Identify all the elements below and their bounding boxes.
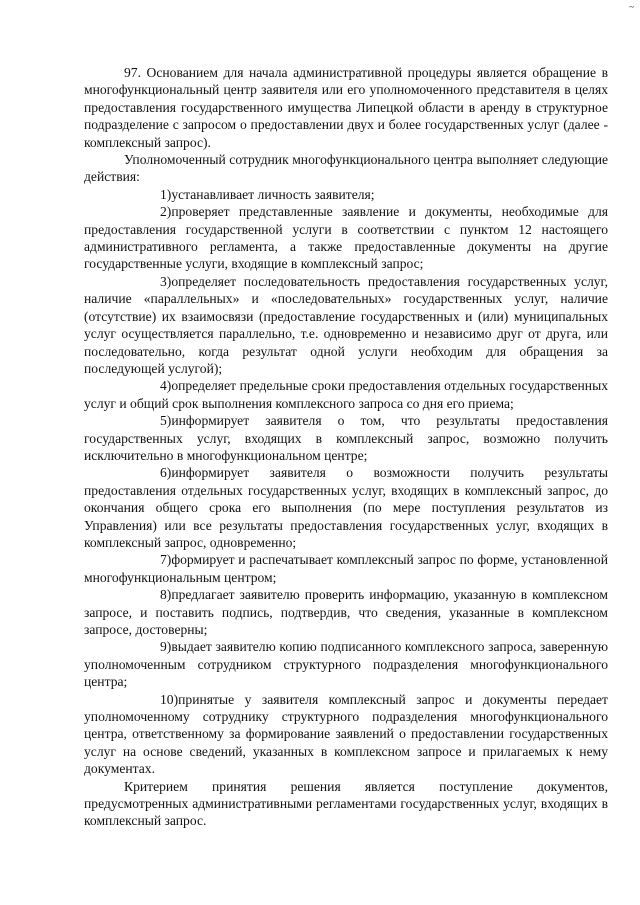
list-item-number: 4)	[160, 378, 172, 394]
list-item-number: 9)	[160, 639, 172, 655]
list-item-text: определяет последовательность предоставления государственных услуг, наличие «параллельных» и «последовательных» государственных услуг, наличие (отсутствие) их взаимосвязи (предоставление государственных и (или) муниципальных услуг осуществляется параллельно, т.е. одновременно и независимо друг от друга, или последовательно, когда результат одной услуги необходим для обращения за последующей услугой);	[84, 273, 608, 376]
list-item-text: предлагает заявителю проверить информацию, указанную в комплексном запросе, и поставить подпись, подтвердив, что сведения, указанные в комплексном запросе, достоверны;	[84, 587, 608, 637]
list-item-text: выдает заявителю копию подписанного комплексного запроса, заверенную уполномоченным сотрудником структурного подразделения многофункционального центра;	[84, 639, 608, 690]
list-item-2	[84, 203, 608, 273]
list-item-4	[84, 377, 608, 412]
list-item-7	[84, 551, 608, 586]
list-item-text: формирует и распечатывает комплексный запрос по форме, установленной многофункциональным центром;	[84, 552, 608, 585]
list-item-text: информирует заявителя о том, что результаты предоставления государственных услуг, входящих в комплексный запрос, возможно получить исключительно в многофункциональном центре;	[84, 413, 608, 463]
list-item-text: определяет предельные сроки предоставления отдельных государственных услуг и общий срок выполнения комплексного запроса со дня его приема;	[84, 378, 608, 411]
list-item-number: 2)	[160, 204, 172, 220]
list-item-number: 7)	[160, 552, 172, 568]
list-item-1	[84, 186, 608, 203]
list-item-number: 5)	[160, 413, 172, 429]
list-item-text: проверяет представленные заявление и документы, необходимые для предоставления государственной услуги в соответствии с пунктом 12 настоящего административного регламента, а также предоставленные документы на другие государственные услуги, входящие в комплексный запрос;	[84, 204, 608, 272]
paragraph-97-basis: 97. Основанием для начала административной процедуры является обращение в многофункциональный центр заявителя или его уполномоченного представителя в целях предоставления государственного имущества Липецкой области в аренду в структурное подразделение с запросом о предоставлении двух и более государственных услуг (далее - комплексный запрос).	[84, 65, 608, 150]
list-item-5	[84, 412, 608, 464]
list-item-number: 8)	[160, 587, 172, 603]
list-item-number: 6)	[160, 465, 172, 481]
corner-mark: ~	[629, 2, 634, 12]
list-item-6	[84, 464, 608, 551]
list-item-9	[84, 638, 608, 690]
list-item-number: 1)	[160, 186, 172, 202]
paragraph-decision-criterion: Критерием принятия решения является поступление документов, предусмотренных административными регламентами государственных услуг, входящих в комплексный запрос.	[84, 778, 608, 829]
list-item-3	[84, 273, 608, 377]
list-item-8	[84, 586, 608, 638]
document-body	[84, 64, 608, 830]
list-item-text: принятые у заявителя комплексный запрос и документы передает уполномоченному сотруднику структурного подразделения многофункционального центра, ответственному за формирование заявлений о предоставлении государственных услуг на основе сведений, указанных в комплексном запросе и прилагаемых к нему документах.	[84, 691, 608, 777]
paragraph-actions-lead: Уполномоченный сотрудник многофункционального центра выполняет следующие действия:	[84, 152, 608, 185]
list-item-text: информирует заявителя о возможности получить результаты предоставления отдельных государственных услуг, входящих в комплексный запрос, до окончания общего срока его выполнения (по мере поступления результатов из Управления) или все результаты предоставления государственных услуг, входящих в комплексный запрос, одновременно;	[84, 465, 608, 550]
list-item-10	[84, 691, 608, 778]
list-item-number: 3)	[160, 273, 172, 289]
list-item-number: 10)	[160, 691, 179, 707]
list-item-text: устанавливает личность заявителя;	[171, 186, 375, 202]
